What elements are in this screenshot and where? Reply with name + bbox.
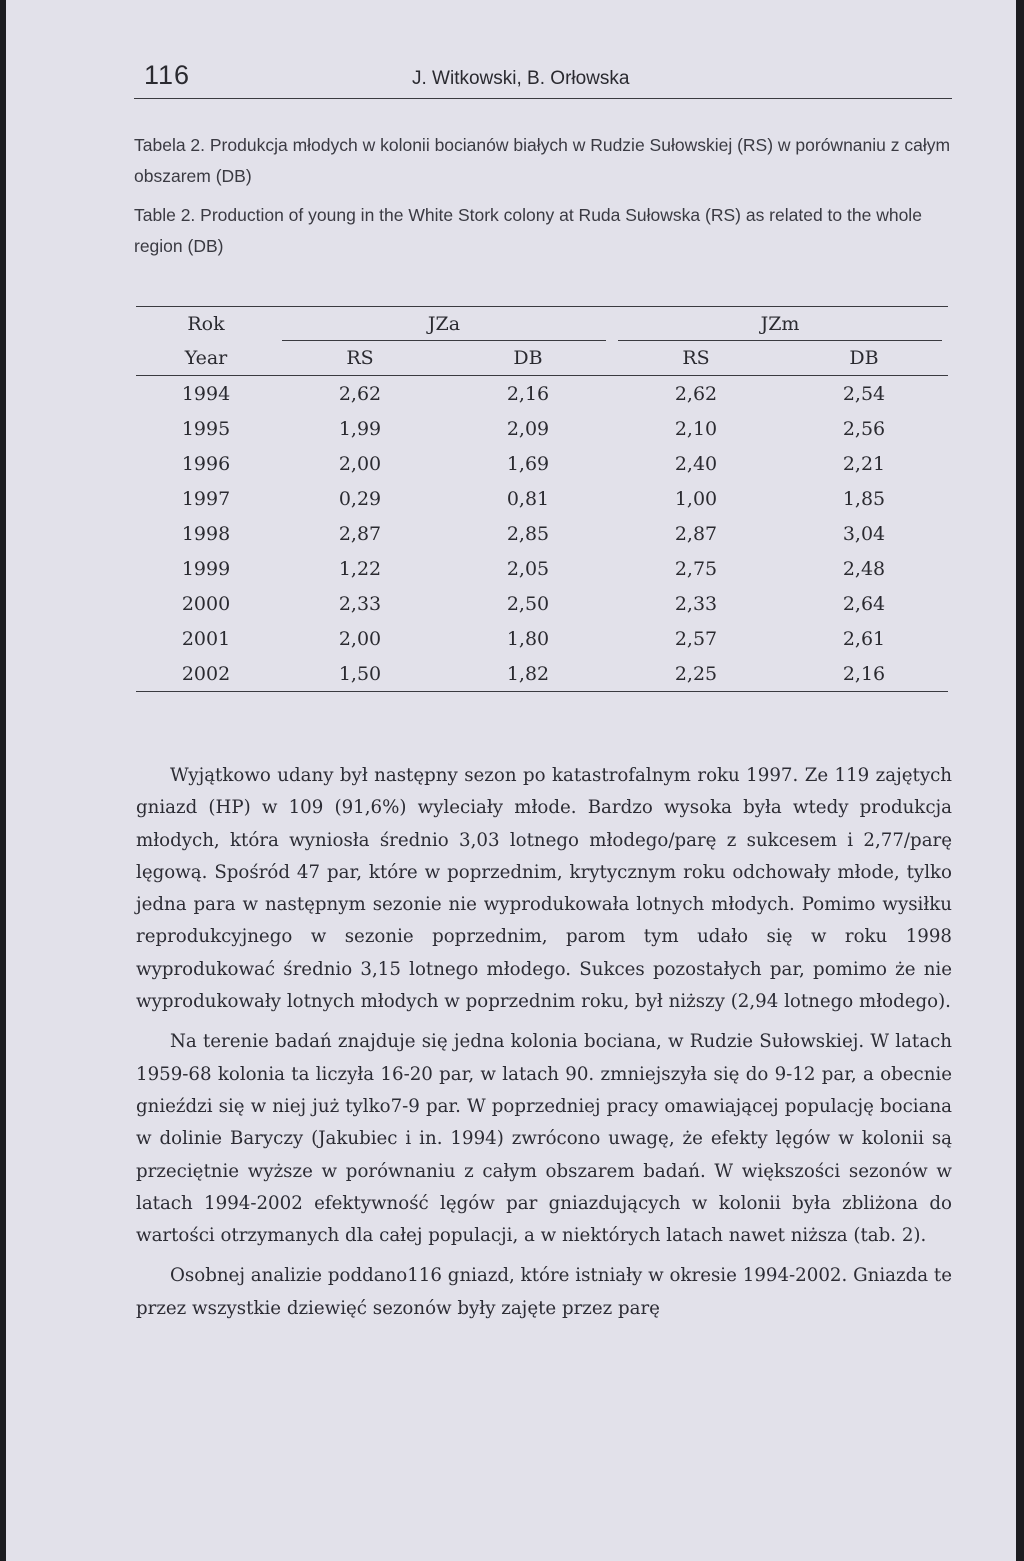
cell-jza-db: 1,69 [506, 452, 550, 475]
table-caption-polish: Tabela 2. Produkcja młodych w kolonii bocianów białych w Rudzie Sułowskiej (RS) w porównaniu z całym obszarem (DB) [134, 135, 951, 186]
running-head [134, 58, 952, 99]
subheader-jza-rs: RS [276, 341, 444, 376]
table-row [136, 446, 948, 481]
cell-jza-db: 2,09 [506, 417, 550, 440]
cell-year: 2000 [181, 592, 231, 615]
cell-jza-rs: 2,33 [338, 592, 382, 615]
paragraph: Wyjątkowo udany był następny sezon po katastrofalnym roku 1997. Ze 119 zajętych gniazd (HP) w 109 (91,6%) wyleciały młode. Bardzo wysoka była wtedy produkcja młodych, która wyniosła średnio 3,03 lotnego młodego/parę z sukcesem i 2,77/parę lęgową. Spośród 47 par, które w poprzednim, krytycznym roku odchowały młode, tylko jedna para w następnym sezonie nie wyprodukowała lotnych młodych. Pomimo wysiłku reprodukcyjnego w sezonie poprzednim, parom tym udało się w roku 1998 wyprodukować średnio 3,15 lotnego młodego. Sukces pozostałych par, pomimo że nie wyprodukowały lotnych młodych w poprzednim roku, był niższy (2,94 lotnego młodego). [136, 765, 952, 1013]
cell-jzm-rs: 2,33 [674, 592, 718, 615]
journal-page [6, 0, 1016, 1561]
table-row [136, 551, 948, 586]
subheader-jzm-rs: RS [612, 341, 780, 376]
cell-year: 1999 [181, 557, 231, 580]
cell-jzm-db: 2,16 [780, 656, 948, 692]
cell-jza-db: 0,81 [506, 487, 550, 510]
cell-jza-db: 1,82 [444, 656, 612, 692]
cell-year: 1994 [181, 382, 231, 405]
cell-jzm-db: 2,56 [842, 417, 886, 440]
cell-year: 2002 [136, 656, 276, 692]
cell-jzm-rs: 2,62 [674, 382, 718, 405]
cell-jza-rs: 2,87 [338, 522, 382, 545]
cell-jza-rs: 1,50 [276, 656, 444, 692]
table-row [136, 411, 948, 446]
cell-jza-db: 2,05 [506, 557, 550, 580]
cell-jza-rs: 2,62 [338, 382, 382, 405]
cell-jzm-rs: 2,75 [674, 557, 718, 580]
cell-jza-db: 2,85 [506, 522, 550, 545]
cell-jza-db: 2,50 [506, 592, 550, 615]
group-header-jza: JZa [276, 307, 612, 341]
table-row [136, 481, 948, 516]
cell-jza-rs: 2,00 [338, 627, 382, 650]
cell-jzm-db: 2,64 [842, 592, 886, 615]
cell-year: 1997 [181, 487, 231, 510]
cell-year: 2001 [181, 627, 231, 650]
cell-jzm-rs: 2,40 [674, 452, 718, 475]
cell-jza-rs: 1,99 [338, 417, 382, 440]
cell-jza-rs: 2,00 [338, 452, 382, 475]
cell-jzm-rs: 1,00 [674, 487, 718, 510]
cell-jzm-db: 2,48 [842, 557, 886, 580]
cell-year: 1998 [181, 522, 231, 545]
subheader-jzm-db: DB [780, 341, 948, 376]
cell-year: 1995 [181, 417, 231, 440]
cell-jzm-rs: 2,87 [674, 522, 718, 545]
cell-jza-db: 2,16 [506, 382, 550, 405]
table-row [136, 376, 948, 412]
cell-jzm-db: 2,61 [842, 627, 886, 650]
cell-year: 1996 [181, 452, 231, 475]
cell-jzm-db: 1,85 [842, 487, 886, 510]
year-header-en: Year [136, 341, 276, 376]
table-caption-english: Table 2. Production of young in the White Stork colony at Ruda Sułowska (RS) as related to the whole region (DB) [134, 205, 922, 256]
table-row [136, 516, 948, 551]
year-header-pl: Rok [187, 313, 225, 335]
body-text [136, 760, 952, 1333]
cell-jzm-db: 2,54 [842, 382, 886, 405]
cell-jza-db: 1,80 [506, 627, 550, 650]
cell-jza-rs: 1,22 [338, 557, 382, 580]
cell-jzm-rs: 2,25 [612, 656, 780, 692]
cell-jzm-db: 3,04 [842, 522, 886, 545]
subheader-jza-db: DB [444, 341, 612, 376]
table-row [136, 621, 948, 656]
cell-jzm-rs: 2,10 [674, 417, 718, 440]
production-table [136, 306, 948, 692]
page-number: 116 [144, 60, 191, 90]
table-row [136, 656, 948, 692]
paragraph: Osobnej analizie poddano116 gniazd, które istniały w okresie 1994-2002. Gniazda te przez wszystkie dziewięć sezonów były zajęte przez parę [136, 1265, 952, 1319]
running-head-authors: J. Witkowski, B. Orłowska [412, 68, 630, 89]
paragraph: Na terenie badań znajduje się jedna kolonia bociana, w Rudzie Sułowskiej. W latach 1959-68 kolonia ta liczyła 16-20 par, w latach 90. zmniejszyła się do 9-12 par, a obecnie gnieździ się w niej już tylko7-9 par. W poprzedniej pracy omawiającej populację bociana w dolinie Baryczy (Jakubiec i in. 1994) zwrócono uwagę, że efekty lęgów w kolonii są przeciętnie wyższe w porównaniu z całym obszarem badań. W większości sezonów w latach 1994-2002 efektywność lęgów par gniazdujących w kolonii była zbliżona do wartości otrzymanych dla całej populacji, a w niektórych latach nawet niższa (tab. 2). [136, 1031, 952, 1247]
cell-jzm-rs: 2,57 [674, 627, 718, 650]
group-header-jzm: JZm [612, 307, 948, 341]
cell-jza-rs: 0,29 [338, 487, 382, 510]
cell-jzm-db: 2,21 [842, 452, 886, 475]
table-row [136, 586, 948, 621]
